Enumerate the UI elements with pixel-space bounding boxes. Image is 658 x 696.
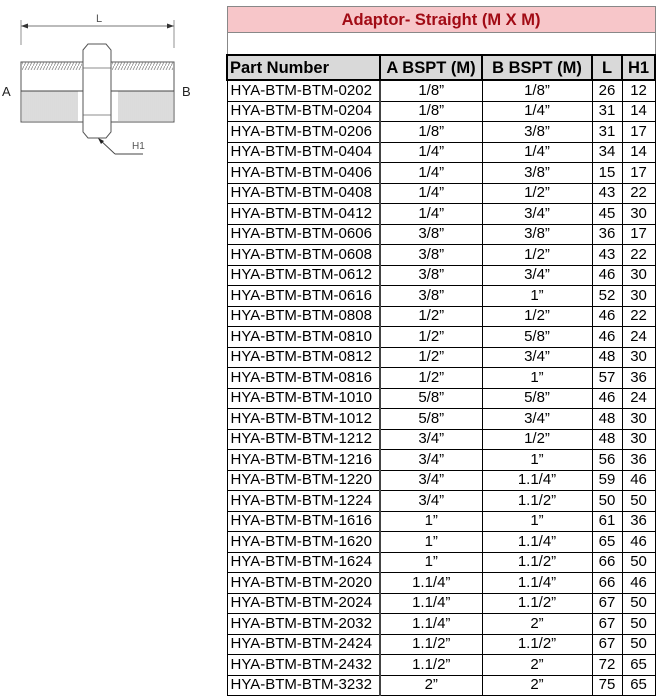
spec-table [226, 6, 656, 696]
cell-part-number: HYA-BTM-BTM-1224 [227, 491, 380, 512]
table-header-row [227, 55, 655, 80]
table-row [227, 491, 655, 512]
cell-l: 57 [592, 368, 622, 389]
table-row [227, 388, 655, 409]
cell-h1: 46 [622, 532, 655, 553]
cell-h1: 12 [622, 80, 655, 101]
cell-part-number: HYA-BTM-BTM-0608 [227, 245, 380, 266]
cell-part-number: HYA-BTM-BTM-0816 [227, 368, 380, 389]
cell-a-bspt: 3/4” [380, 429, 482, 450]
cell-l: 34 [592, 142, 622, 163]
thread-end-a [21, 62, 83, 122]
cell-l: 26 [592, 80, 622, 101]
cell-h1: 30 [622, 409, 655, 430]
cell-part-number: HYA-BTM-BTM-1220 [227, 470, 380, 491]
cell-a-bspt: 5/8” [380, 388, 482, 409]
cell-part-number: HYA-BTM-BTM-1012 [227, 409, 380, 430]
table-row [227, 347, 655, 368]
table-row [227, 245, 655, 266]
table-row [227, 368, 655, 389]
table-row [227, 675, 655, 696]
table-row [227, 80, 655, 101]
cell-part-number: HYA-BTM-BTM-0810 [227, 327, 380, 348]
table-row [227, 655, 655, 676]
dimension-length [21, 13, 174, 48]
table-title: Adaptor- Straight (M X M) [227, 7, 655, 33]
cell-a-bspt: 1” [380, 552, 482, 573]
cell-b-bspt: 1” [482, 450, 592, 471]
cell-h1: 14 [622, 101, 655, 122]
cell-b-bspt: 1/4” [482, 142, 592, 163]
cell-h1: 36 [622, 450, 655, 471]
cell-b-bspt: 1.1/2” [482, 552, 592, 573]
table-row [227, 552, 655, 573]
cell-part-number: HYA-BTM-BTM-3232 [227, 675, 380, 696]
cell-h1: 65 [622, 675, 655, 696]
cell-b-bspt: 1/2” [482, 245, 592, 266]
cell-b-bspt: 5/8” [482, 388, 592, 409]
cell-b-bspt: 1/4” [482, 101, 592, 122]
cell-h1: 22 [622, 306, 655, 327]
cell-h1: 50 [622, 491, 655, 512]
cell-b-bspt: 2” [482, 675, 592, 696]
cell-a-bspt: 1.1/4” [380, 573, 482, 594]
cell-part-number: HYA-BTM-BTM-0616 [227, 286, 380, 307]
cell-a-bspt: 3/8” [380, 245, 482, 266]
table-row [227, 265, 655, 286]
cell-part-number: HYA-BTM-BTM-0606 [227, 224, 380, 245]
cell-b-bspt: 1” [482, 511, 592, 532]
cell-part-number: HYA-BTM-BTM-2432 [227, 655, 380, 676]
header-b-bspt: B BSPT (M) [482, 55, 592, 80]
table-row [227, 204, 655, 225]
table-row [227, 532, 655, 553]
cell-l: 52 [592, 286, 622, 307]
cell-b-bspt: 3/4” [482, 265, 592, 286]
cell-a-bspt: 1/8” [380, 101, 482, 122]
cell-h1: 50 [622, 614, 655, 635]
cell-h1: 22 [622, 183, 655, 204]
cell-l: 72 [592, 655, 622, 676]
cell-part-number: HYA-BTM-BTM-2424 [227, 634, 380, 655]
cell-b-bspt: 2” [482, 614, 592, 635]
cell-l: 59 [592, 470, 622, 491]
table-row [227, 470, 655, 491]
cell-part-number: HYA-BTM-BTM-0204 [227, 101, 380, 122]
cell-h1: 65 [622, 655, 655, 676]
cell-part-number: HYA-BTM-BTM-2024 [227, 593, 380, 614]
label-hex: H1 [132, 141, 145, 152]
table-body [227, 80, 655, 696]
cell-a-bspt: 3/8” [380, 286, 482, 307]
cell-a-bspt: 1/8” [380, 80, 482, 101]
header-part-number: Part Number [227, 55, 380, 80]
cell-part-number: HYA-BTM-BTM-0612 [227, 265, 380, 286]
cell-part-number: HYA-BTM-BTM-0408 [227, 183, 380, 204]
hex-body [83, 44, 111, 138]
cell-part-number: HYA-BTM-BTM-0202 [227, 80, 380, 101]
cell-h1: 30 [622, 204, 655, 225]
cell-b-bspt: 1.1/4” [482, 532, 592, 553]
cell-h1: 24 [622, 388, 655, 409]
cell-h1: 50 [622, 593, 655, 614]
cell-part-number: HYA-BTM-BTM-0404 [227, 142, 380, 163]
cell-part-number: HYA-BTM-BTM-0812 [227, 347, 380, 368]
thread-end-b [111, 62, 174, 122]
cell-b-bspt: 3/4” [482, 347, 592, 368]
cell-h1: 17 [622, 163, 655, 184]
cell-part-number: HYA-BTM-BTM-1624 [227, 552, 380, 573]
cell-part-number: HYA-BTM-BTM-1616 [227, 511, 380, 532]
cell-l: 67 [592, 593, 622, 614]
cell-b-bspt: 1.1/2” [482, 593, 592, 614]
cell-a-bspt: 5/8” [380, 409, 482, 430]
cell-l: 46 [592, 327, 622, 348]
table-row [227, 450, 655, 471]
cell-h1: 46 [622, 573, 655, 594]
cell-h1: 36 [622, 511, 655, 532]
cell-a-bspt: 1.1/2” [380, 634, 482, 655]
table-row [227, 593, 655, 614]
cell-a-bspt: 1/2” [380, 347, 482, 368]
dimension-hex [98, 138, 145, 154]
cell-b-bspt: 1.1/2” [482, 634, 592, 655]
cell-l: 43 [592, 245, 622, 266]
cell-l: 75 [592, 675, 622, 696]
cell-a-bspt: 1” [380, 511, 482, 532]
cell-b-bspt: 3/4” [482, 204, 592, 225]
cell-h1: 50 [622, 634, 655, 655]
cell-h1: 50 [622, 552, 655, 573]
cell-l: 31 [592, 122, 622, 143]
table-row [227, 573, 655, 594]
cell-part-number: HYA-BTM-BTM-0206 [227, 122, 380, 143]
cell-h1: 30 [622, 286, 655, 307]
cell-a-bspt: 1/2” [380, 306, 482, 327]
cell-part-number: HYA-BTM-BTM-2020 [227, 573, 380, 594]
cell-l: 61 [592, 511, 622, 532]
cell-a-bspt: 1/4” [380, 142, 482, 163]
label-end-a: A [2, 84, 11, 99]
cell-l: 45 [592, 204, 622, 225]
cell-l: 36 [592, 224, 622, 245]
cell-h1: 17 [622, 122, 655, 143]
cell-b-bspt: 1” [482, 368, 592, 389]
table-row [227, 224, 655, 245]
table-row [227, 163, 655, 184]
cell-b-bspt: 5/8” [482, 327, 592, 348]
cell-part-number: HYA-BTM-BTM-0808 [227, 306, 380, 327]
cell-a-bspt: 1/8” [380, 122, 482, 143]
cell-l: 46 [592, 265, 622, 286]
cell-b-bspt: 3/8” [482, 224, 592, 245]
cell-b-bspt: 3/4” [482, 409, 592, 430]
cell-part-number: HYA-BTM-BTM-0412 [227, 204, 380, 225]
cell-b-bspt: 1.1/4” [482, 470, 592, 491]
cell-b-bspt: 1.1/4” [482, 573, 592, 594]
cell-l: 48 [592, 347, 622, 368]
cell-b-bspt: 3/8” [482, 122, 592, 143]
table-row [227, 122, 655, 143]
cell-a-bspt: 1/2” [380, 368, 482, 389]
table-row [227, 101, 655, 122]
cell-h1: 30 [622, 429, 655, 450]
cell-a-bspt: 3/8” [380, 224, 482, 245]
cell-part-number: HYA-BTM-BTM-2032 [227, 614, 380, 635]
cell-h1: 30 [622, 347, 655, 368]
cell-l: 46 [592, 306, 622, 327]
cell-a-bspt: 3/4” [380, 491, 482, 512]
cell-h1: 46 [622, 470, 655, 491]
cell-l: 48 [592, 409, 622, 430]
cell-b-bspt: 1/2” [482, 306, 592, 327]
table-row [227, 286, 655, 307]
cell-a-bspt: 1.1/2” [380, 655, 482, 676]
table-row [227, 634, 655, 655]
header-h1: H1 [622, 55, 655, 80]
cell-a-bspt: 1.1/4” [380, 614, 482, 635]
cell-b-bspt: 2” [482, 655, 592, 676]
cell-part-number: HYA-BTM-BTM-1620 [227, 532, 380, 553]
cell-a-bspt: 3/4” [380, 450, 482, 471]
cell-b-bspt: 1/2” [482, 429, 592, 450]
table-row [227, 511, 655, 532]
cell-b-bspt: 1.1/2” [482, 491, 592, 512]
cell-h1: 14 [622, 142, 655, 163]
cell-part-number: HYA-BTM-BTM-1212 [227, 429, 380, 450]
cell-l: 56 [592, 450, 622, 471]
table-row [227, 409, 655, 430]
table-row [227, 306, 655, 327]
cell-h1: 22 [622, 245, 655, 266]
cell-h1: 36 [622, 368, 655, 389]
cell-b-bspt: 3/8” [482, 163, 592, 184]
cell-l: 66 [592, 552, 622, 573]
cell-part-number: HYA-BTM-BTM-1010 [227, 388, 380, 409]
cell-b-bspt: 1” [482, 286, 592, 307]
spec-table-container [226, 6, 654, 696]
cell-l: 65 [592, 532, 622, 553]
cell-part-number: HYA-BTM-BTM-0406 [227, 163, 380, 184]
cell-b-bspt: 1/2” [482, 183, 592, 204]
cell-a-bspt: 1” [380, 532, 482, 553]
cell-h1: 30 [622, 265, 655, 286]
cell-h1: 17 [622, 224, 655, 245]
table-row [227, 429, 655, 450]
cell-a-bspt: 1.1/4” [380, 593, 482, 614]
cell-l: 67 [592, 634, 622, 655]
cell-l: 50 [592, 491, 622, 512]
table-row [227, 614, 655, 635]
blank-row [227, 33, 655, 56]
header-a-bspt: A BSPT (M) [380, 55, 482, 80]
cell-b-bspt: 1/8” [482, 80, 592, 101]
cell-a-bspt: 1/4” [380, 163, 482, 184]
table-row [227, 142, 655, 163]
cell-l: 48 [592, 429, 622, 450]
cell-l: 46 [592, 388, 622, 409]
cell-l: 66 [592, 573, 622, 594]
cell-a-bspt: 1/4” [380, 183, 482, 204]
cell-l: 15 [592, 163, 622, 184]
cell-l: 31 [592, 101, 622, 122]
cell-l: 43 [592, 183, 622, 204]
table-row [227, 183, 655, 204]
table-row [227, 327, 655, 348]
cell-a-bspt: 2” [380, 675, 482, 696]
cell-l: 67 [592, 614, 622, 635]
table-title-row [227, 7, 655, 33]
header-l: L [592, 55, 622, 80]
cell-a-bspt: 1/4” [380, 204, 482, 225]
cell-part-number: HYA-BTM-BTM-1216 [227, 450, 380, 471]
cell-h1: 24 [622, 327, 655, 348]
cell-a-bspt: 3/8” [380, 265, 482, 286]
label-end-b: B [182, 84, 191, 99]
adaptor-diagram [0, 0, 220, 170]
label-length: L [96, 13, 103, 25]
cell-a-bspt: 1/2” [380, 327, 482, 348]
cell-a-bspt: 3/4” [380, 470, 482, 491]
